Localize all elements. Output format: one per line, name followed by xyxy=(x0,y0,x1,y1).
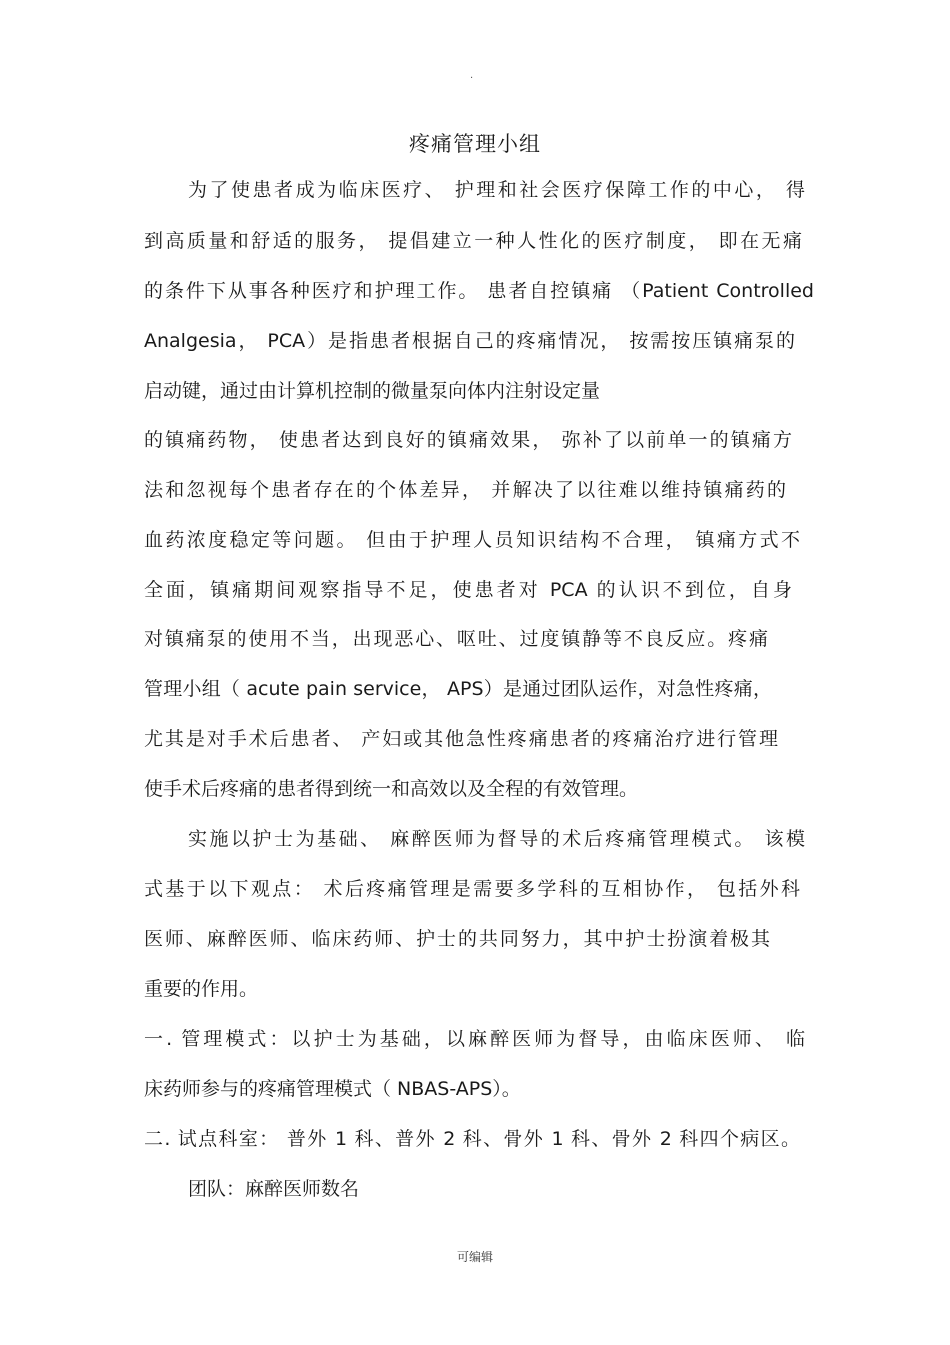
paragraph-line: 为了使患者成为临床医疗、 护理和社会医疗保障工作的中心， 得 xyxy=(188,179,805,201)
paragraph-line: 式基于以下观点： 术后疼痛管理是需要多学科的互相协作， 包括外科 xyxy=(144,878,800,900)
paragraph-line: 尤其是对手术后患者、 产妇或其他急性疼痛患者的疼痛治疗进行管理 xyxy=(144,728,778,750)
paragraph-line: Analgesia， PCA）是指患者根据自己的疼痛情况， 按需按压镇痛泵的 xyxy=(144,330,795,352)
paragraph-line: 床药师参与的疼痛管理模式（ NBAS-APS）。 xyxy=(144,1078,521,1100)
paragraph-line: 全面，镇痛期间观察指导不足，使患者对 PCA 的认识不到位，自身 xyxy=(144,579,792,601)
paragraph-line: 血药浓度稳定等问题。 但由于护理人员知识结构不合理， 镇痛方式不 xyxy=(144,529,800,551)
paragraph-line: 的镇痛药物， 使患者达到良好的镇痛效果， 弥补了以前单一的镇痛方 xyxy=(144,429,792,451)
paragraph-line: 到高质量和舒适的服务， 提倡建立一种人性化的医疗制度， 即在无痛 xyxy=(144,230,802,252)
paragraph-line: 实施以护士为基础、 麻醉医师为督导的术后疼痛管理模式。 该模 xyxy=(188,828,805,850)
section-heading-1: 一. 管理模式：以护士为基础，以麻醉医师为督导，由临床医师、 临 xyxy=(144,1028,805,1050)
document-title: 疼痛管理小组 xyxy=(409,132,541,156)
page-footer: 可编辑 xyxy=(456,1250,493,1264)
paragraph-line: 对镇痛泵的使用不当，出现恶心、呕吐、过度镇静等不良反应。疼痛 xyxy=(144,628,768,650)
paragraph-line: 法和忽视每个患者存在的个体差异， 并解决了以往难以维持镇痛药的 xyxy=(144,479,786,501)
paragraph-line: 管理小组（ acute pain service， APS）是通过团队运作，对急性疼痛， xyxy=(144,678,772,700)
header-dot: . xyxy=(470,70,474,81)
paragraph-line: 重要的作用。 xyxy=(144,978,259,1000)
paragraph-line: 使手术后疼痛的患者得到统一和高效以及全程的有效管理。 xyxy=(144,778,639,800)
paragraph-line: 团队：麻醉医师数名 xyxy=(188,1178,360,1200)
section-heading-2: 二. 试点科室： 普外 1 科、普外 2 科、骨外 1 科、骨外 2 科四个病区。 xyxy=(144,1128,800,1150)
paragraph-line: 启动键，通过由计算机控制的微量泵向体内注射设定量 xyxy=(144,380,601,402)
paragraph-line: 医师、麻醉医师、临床药师、护士的共同努力，其中护士扮演着极其 xyxy=(144,928,770,950)
paragraph-line: 的条件下从事各种医疗和护理工作。 患者自控镇痛 （Patient Controlled xyxy=(144,280,814,302)
